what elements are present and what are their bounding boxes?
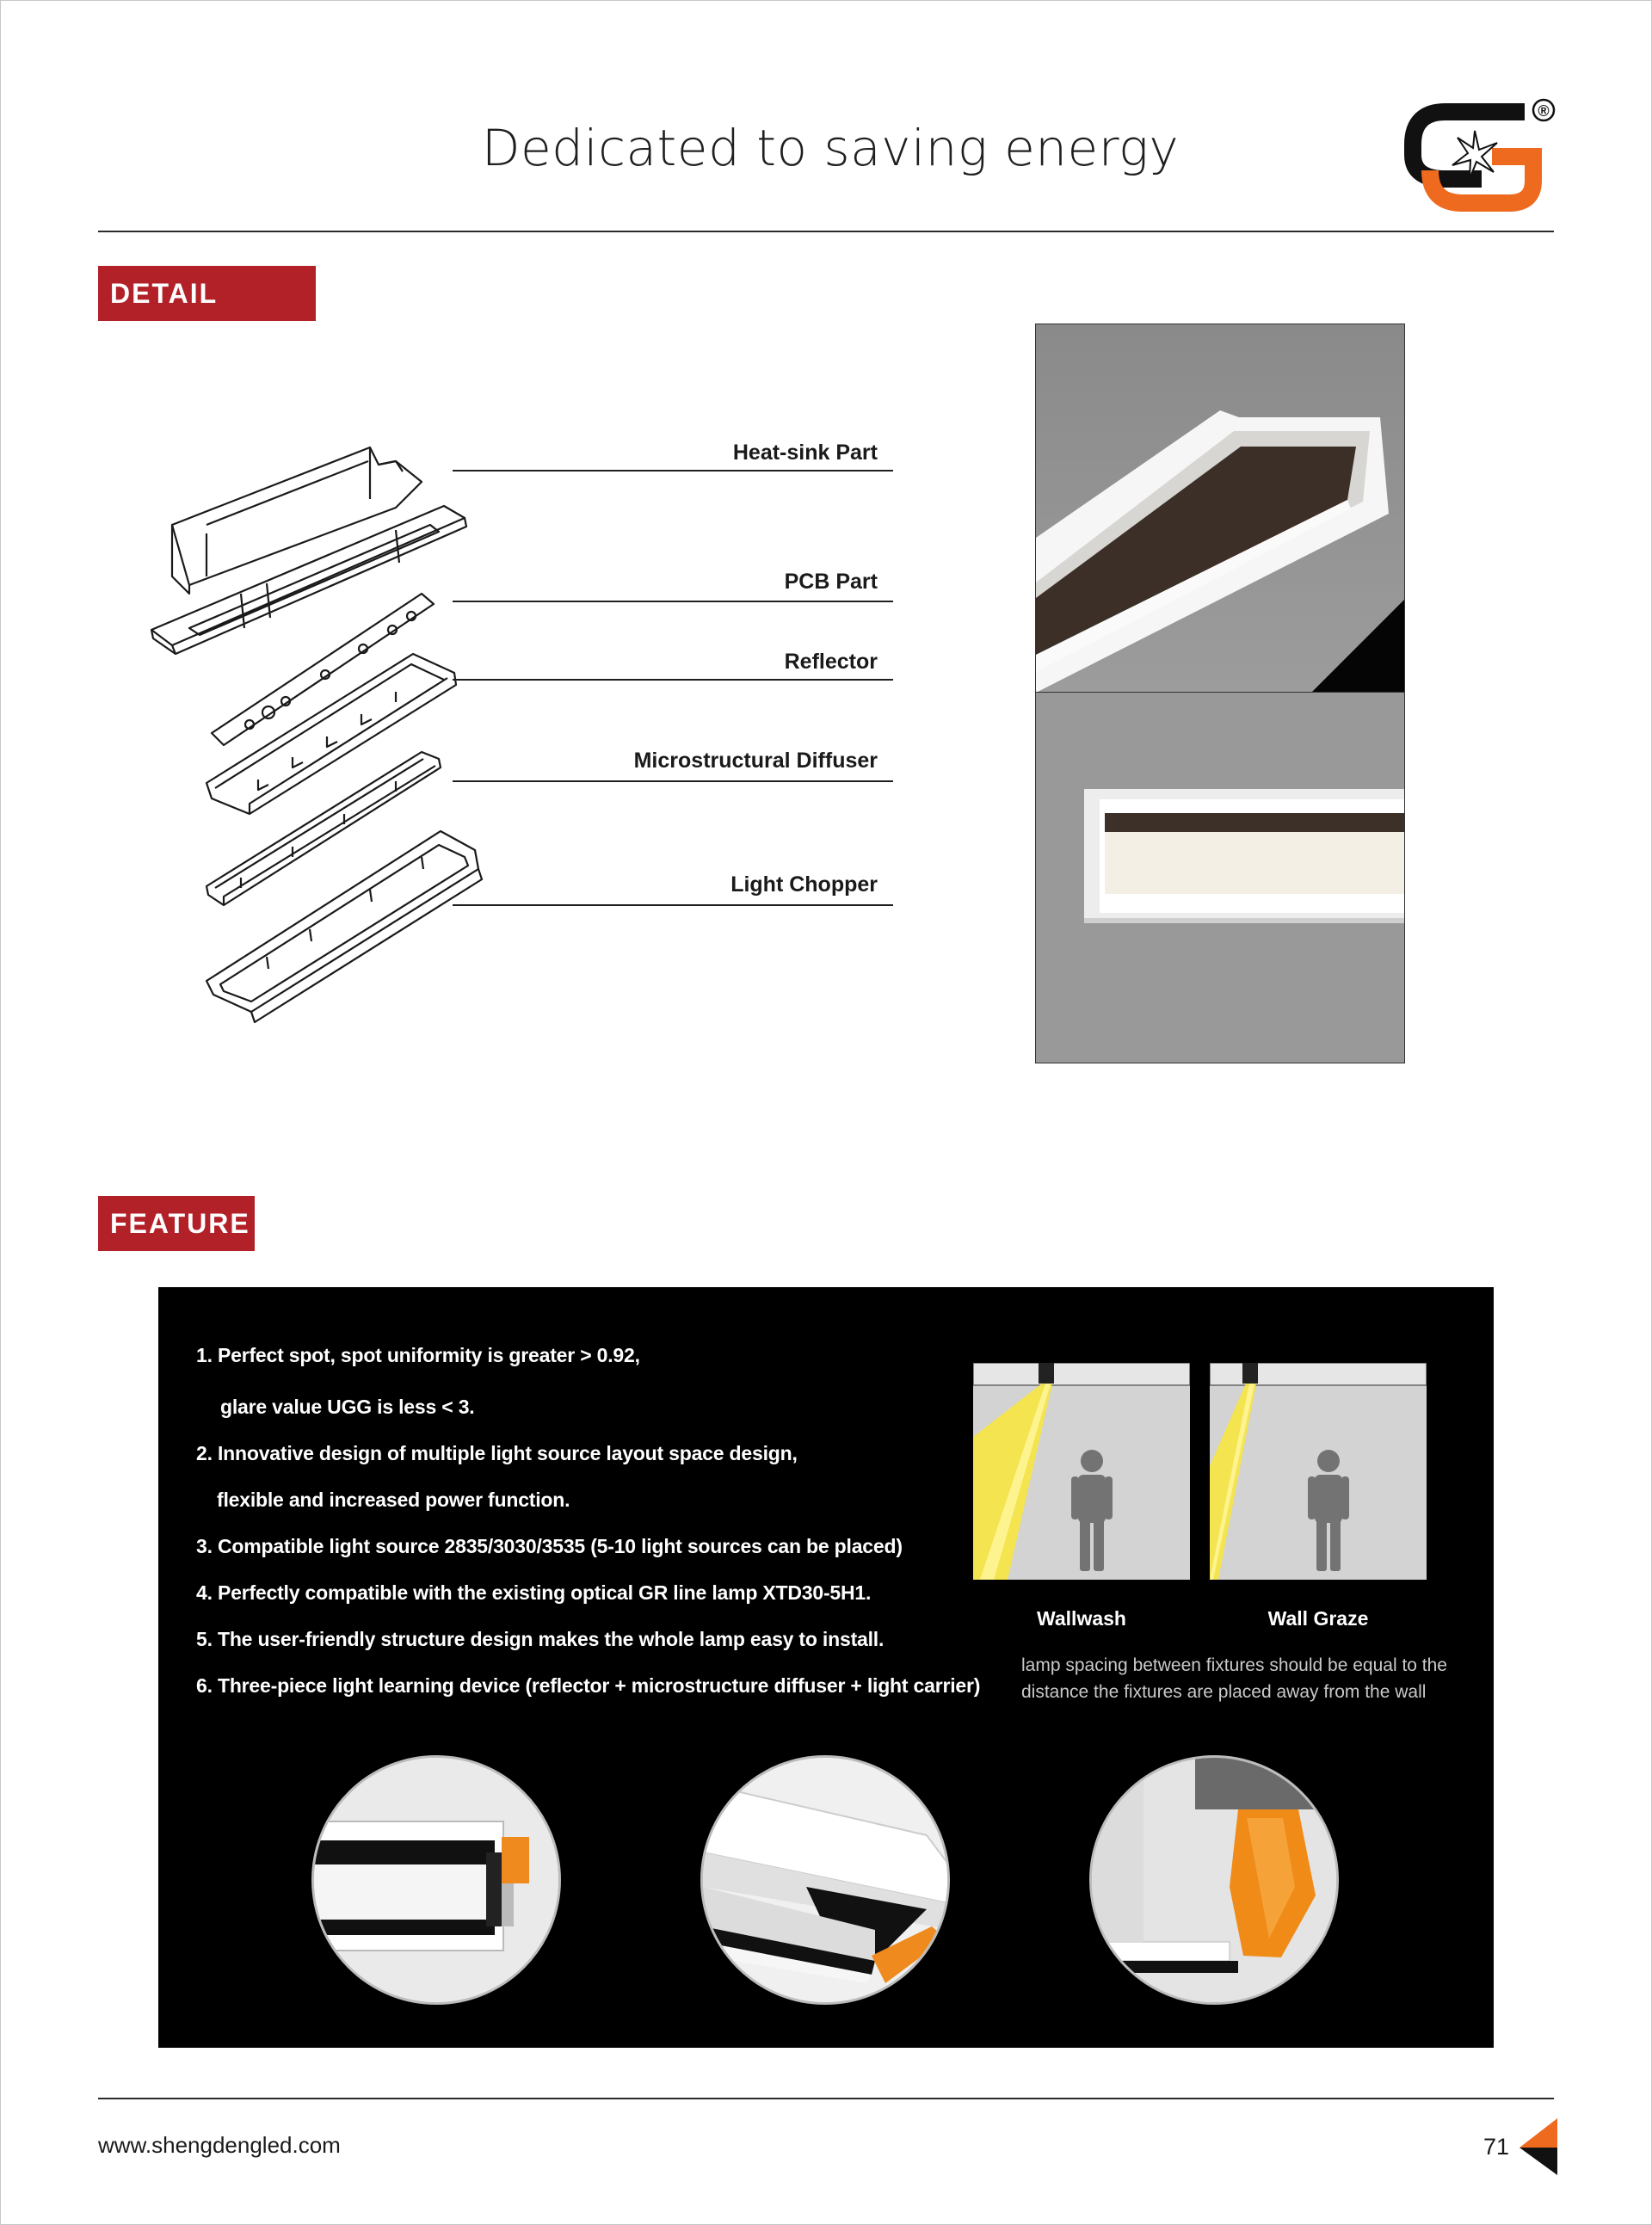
page-title: Dedicated to saving energy — [481, 119, 1180, 177]
registered-mark: ® — [1538, 102, 1550, 120]
callout-line-reflector — [453, 679, 893, 681]
callout-line-pcb — [453, 601, 893, 602]
feature-item-2: 2. Innovative design of multiple light source layout space design, — [196, 1442, 798, 1464]
brand-logo-icon — [1396, 96, 1559, 217]
wallwash-label: Wallwash — [1037, 1607, 1126, 1630]
feature-item-4: 4. Perfectly compatible with the existing optical GR line lamp XTD30-5H1. — [196, 1581, 872, 1604]
exploded-view-drawing — [138, 379, 499, 1032]
spacing-note-line-1: lamp spacing between fixtures should be equal to the — [1021, 1655, 1447, 1675]
feature-tag: FEATURE — [98, 1196, 255, 1251]
page-corner-arrow-icon — [1516, 2118, 1557, 2175]
detail-show-tag: DETAIL SHOW — [98, 266, 316, 321]
header-rule — [98, 231, 1554, 232]
detail-circle-end-cap — [311, 1755, 561, 2005]
feature-panel — [158, 1287, 1494, 2048]
spacing-note-line-2: distance the fixtures are placed away from the wall — [1021, 1682, 1427, 1702]
callout-line-diffuser — [453, 780, 893, 782]
feature-item-1: 1. Perfect spot, spot uniformity is greater > 0.92, — [196, 1344, 640, 1366]
wall-graze-diagram — [1210, 1363, 1427, 1580]
callout-line-heat-sink — [453, 470, 893, 472]
label-light-chopper: Light Chopper — [730, 872, 878, 897]
label-reflector: Reflector — [784, 650, 878, 674]
label-microstructural-diffuser: Microstructural Diffuser — [633, 749, 878, 773]
wallwash-diagram — [973, 1363, 1190, 1580]
feature-item-5: 5. The user-friendly structure design makes the whole lamp easy to install. — [196, 1628, 885, 1650]
label-heat-sink-part: Heat-sink Part — [732, 441, 878, 465]
spacing-note — [1021, 1652, 1469, 1705]
feature-item-3: 3. Compatible light source 2835/3030/3535 (5-10 light sources can be placed) — [196, 1535, 903, 1557]
feature-item-1-cont: glare value UGG is less < 3. — [220, 1396, 475, 1418]
callout-line-light-chopper — [453, 904, 893, 906]
feature-item-2-cont: flexible and increased power function. — [217, 1488, 570, 1511]
footer-website-link[interactable]: www.shengdengled.com — [98, 2132, 341, 2158]
feature-item-6: 6. Three-piece light learning device (reflector + microstructure diffuser + light carrier) — [196, 1674, 981, 1697]
wall-graze-label: Wall Graze — [1267, 1607, 1369, 1630]
detail-circle-clip — [1089, 1755, 1339, 2005]
detail-circle-corner — [700, 1755, 950, 2005]
product-photo-front — [1035, 692, 1405, 1063]
label-pcb-part: PCB Part — [784, 570, 878, 594]
footer-rule — [98, 2098, 1554, 2099]
page-number: 71 — [1483, 2134, 1510, 2160]
product-photo-angled — [1035, 324, 1405, 693]
